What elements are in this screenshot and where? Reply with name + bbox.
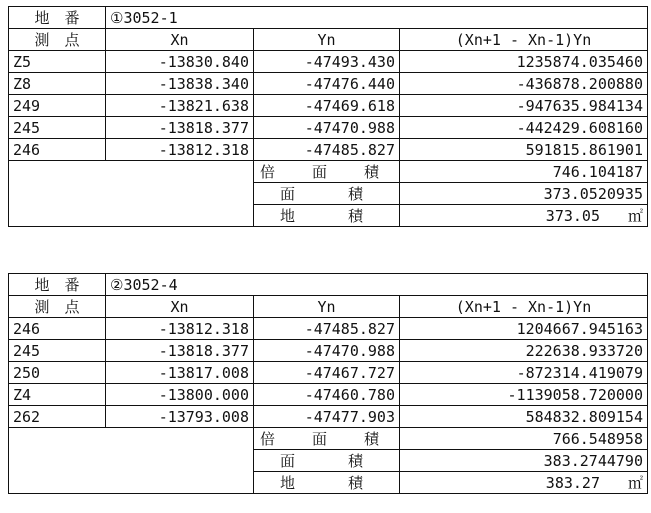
- unit-sqm: ㎡: [627, 206, 643, 225]
- lot-value: ②3052-4: [106, 274, 648, 296]
- table-row: [9, 362, 648, 384]
- double-area-value: 766.548958: [400, 428, 648, 450]
- yn-value: -47485.827: [254, 318, 400, 340]
- header-row: [9, 29, 648, 51]
- xn-value: -13817.008: [106, 362, 254, 384]
- yn-value: -47485.827: [254, 139, 400, 161]
- header-xn: Xn: [106, 29, 254, 51]
- land-area-label: 地 積: [254, 472, 400, 494]
- point-id: 262: [9, 406, 106, 428]
- land-area-value: 373.05: [545, 206, 600, 225]
- table-row: [9, 51, 648, 73]
- product-value: -442429.608160: [400, 117, 648, 139]
- table-row: [9, 95, 648, 117]
- point-id: Z8: [9, 73, 106, 95]
- table-row: [9, 139, 648, 161]
- xn-value: -13818.377: [106, 117, 254, 139]
- point-id: 249: [9, 95, 106, 117]
- area-label: 面 積: [254, 183, 400, 205]
- xn-value: -13818.377: [106, 340, 254, 362]
- header-row: [9, 296, 648, 318]
- header-product: (Xn+1 - Xn-1)Yn: [400, 296, 648, 318]
- land-area-cell: [400, 205, 648, 227]
- header-point: 測 点: [9, 296, 106, 318]
- product-value: 584832.809154: [400, 406, 648, 428]
- product-value: 222638.933720: [400, 340, 648, 362]
- product-value: 1235874.035460: [400, 51, 648, 73]
- lot-label: 地 番: [9, 274, 106, 296]
- yn-value: -47470.988: [254, 117, 400, 139]
- land-area-label: 地 積: [254, 205, 400, 227]
- xn-value: -13812.318: [106, 139, 254, 161]
- header-yn: Yn: [254, 29, 400, 51]
- point-id: 245: [9, 117, 106, 139]
- point-id: Z5: [9, 51, 106, 73]
- table-row: [9, 73, 648, 95]
- product-value: -436878.200880: [400, 73, 648, 95]
- double-area-row: [9, 428, 648, 450]
- lot-row: [9, 274, 648, 296]
- xn-value: -13812.318: [106, 318, 254, 340]
- double-area-row: [9, 161, 648, 183]
- yn-value: -47470.988: [254, 340, 400, 362]
- table-row: [9, 117, 648, 139]
- xn-value: -13838.340: [106, 73, 254, 95]
- header-xn: Xn: [106, 296, 254, 318]
- unit-sqm: ㎡: [627, 473, 643, 492]
- xn-value: -13793.008: [106, 406, 254, 428]
- table-row: [9, 384, 648, 406]
- xn-value: -13821.638: [106, 95, 254, 117]
- double-area-label: 倍 面 積: [254, 428, 400, 450]
- yn-value: -47469.618: [254, 95, 400, 117]
- product-value: 591815.861901: [400, 139, 648, 161]
- lot-label: 地 番: [9, 7, 106, 29]
- lot-row: [9, 7, 648, 29]
- product-value: -947635.984134: [400, 95, 648, 117]
- double-area-value: 746.104187: [400, 161, 648, 183]
- yn-value: -47477.903: [254, 406, 400, 428]
- table-row: [9, 318, 648, 340]
- product-value: -872314.419079: [400, 362, 648, 384]
- area-table-1: [8, 6, 648, 227]
- yn-value: -47460.780: [254, 384, 400, 406]
- lot-value: ①3052-1: [106, 7, 648, 29]
- point-id: 245: [9, 340, 106, 362]
- summary-blank: [9, 161, 254, 227]
- point-id: 246: [9, 139, 106, 161]
- header-point: 測 点: [9, 29, 106, 51]
- table-row: [9, 340, 648, 362]
- area-label: 面 積: [254, 450, 400, 472]
- summary-blank: [9, 428, 254, 494]
- point-id: 250: [9, 362, 106, 384]
- yn-value: -47493.430: [254, 51, 400, 73]
- product-value: 1204667.945163: [400, 318, 648, 340]
- double-area-label: 倍 面 積: [254, 161, 400, 183]
- header-yn: Yn: [254, 296, 400, 318]
- table-row: [9, 406, 648, 428]
- header-product: (Xn+1 - Xn-1)Yn: [400, 29, 648, 51]
- area-value: 383.2744790: [400, 450, 648, 472]
- xn-value: -13800.000: [106, 384, 254, 406]
- land-area-cell: [400, 472, 648, 494]
- area-table-2: [8, 273, 648, 494]
- area-value: 373.0520935: [400, 183, 648, 205]
- point-id: Z4: [9, 384, 106, 406]
- product-value: -1139058.720000: [400, 384, 648, 406]
- xn-value: -13830.840: [106, 51, 254, 73]
- yn-value: -47476.440: [254, 73, 400, 95]
- land-area-value: 383.27: [545, 473, 600, 492]
- yn-value: -47467.727: [254, 362, 400, 384]
- point-id: 246: [9, 318, 106, 340]
